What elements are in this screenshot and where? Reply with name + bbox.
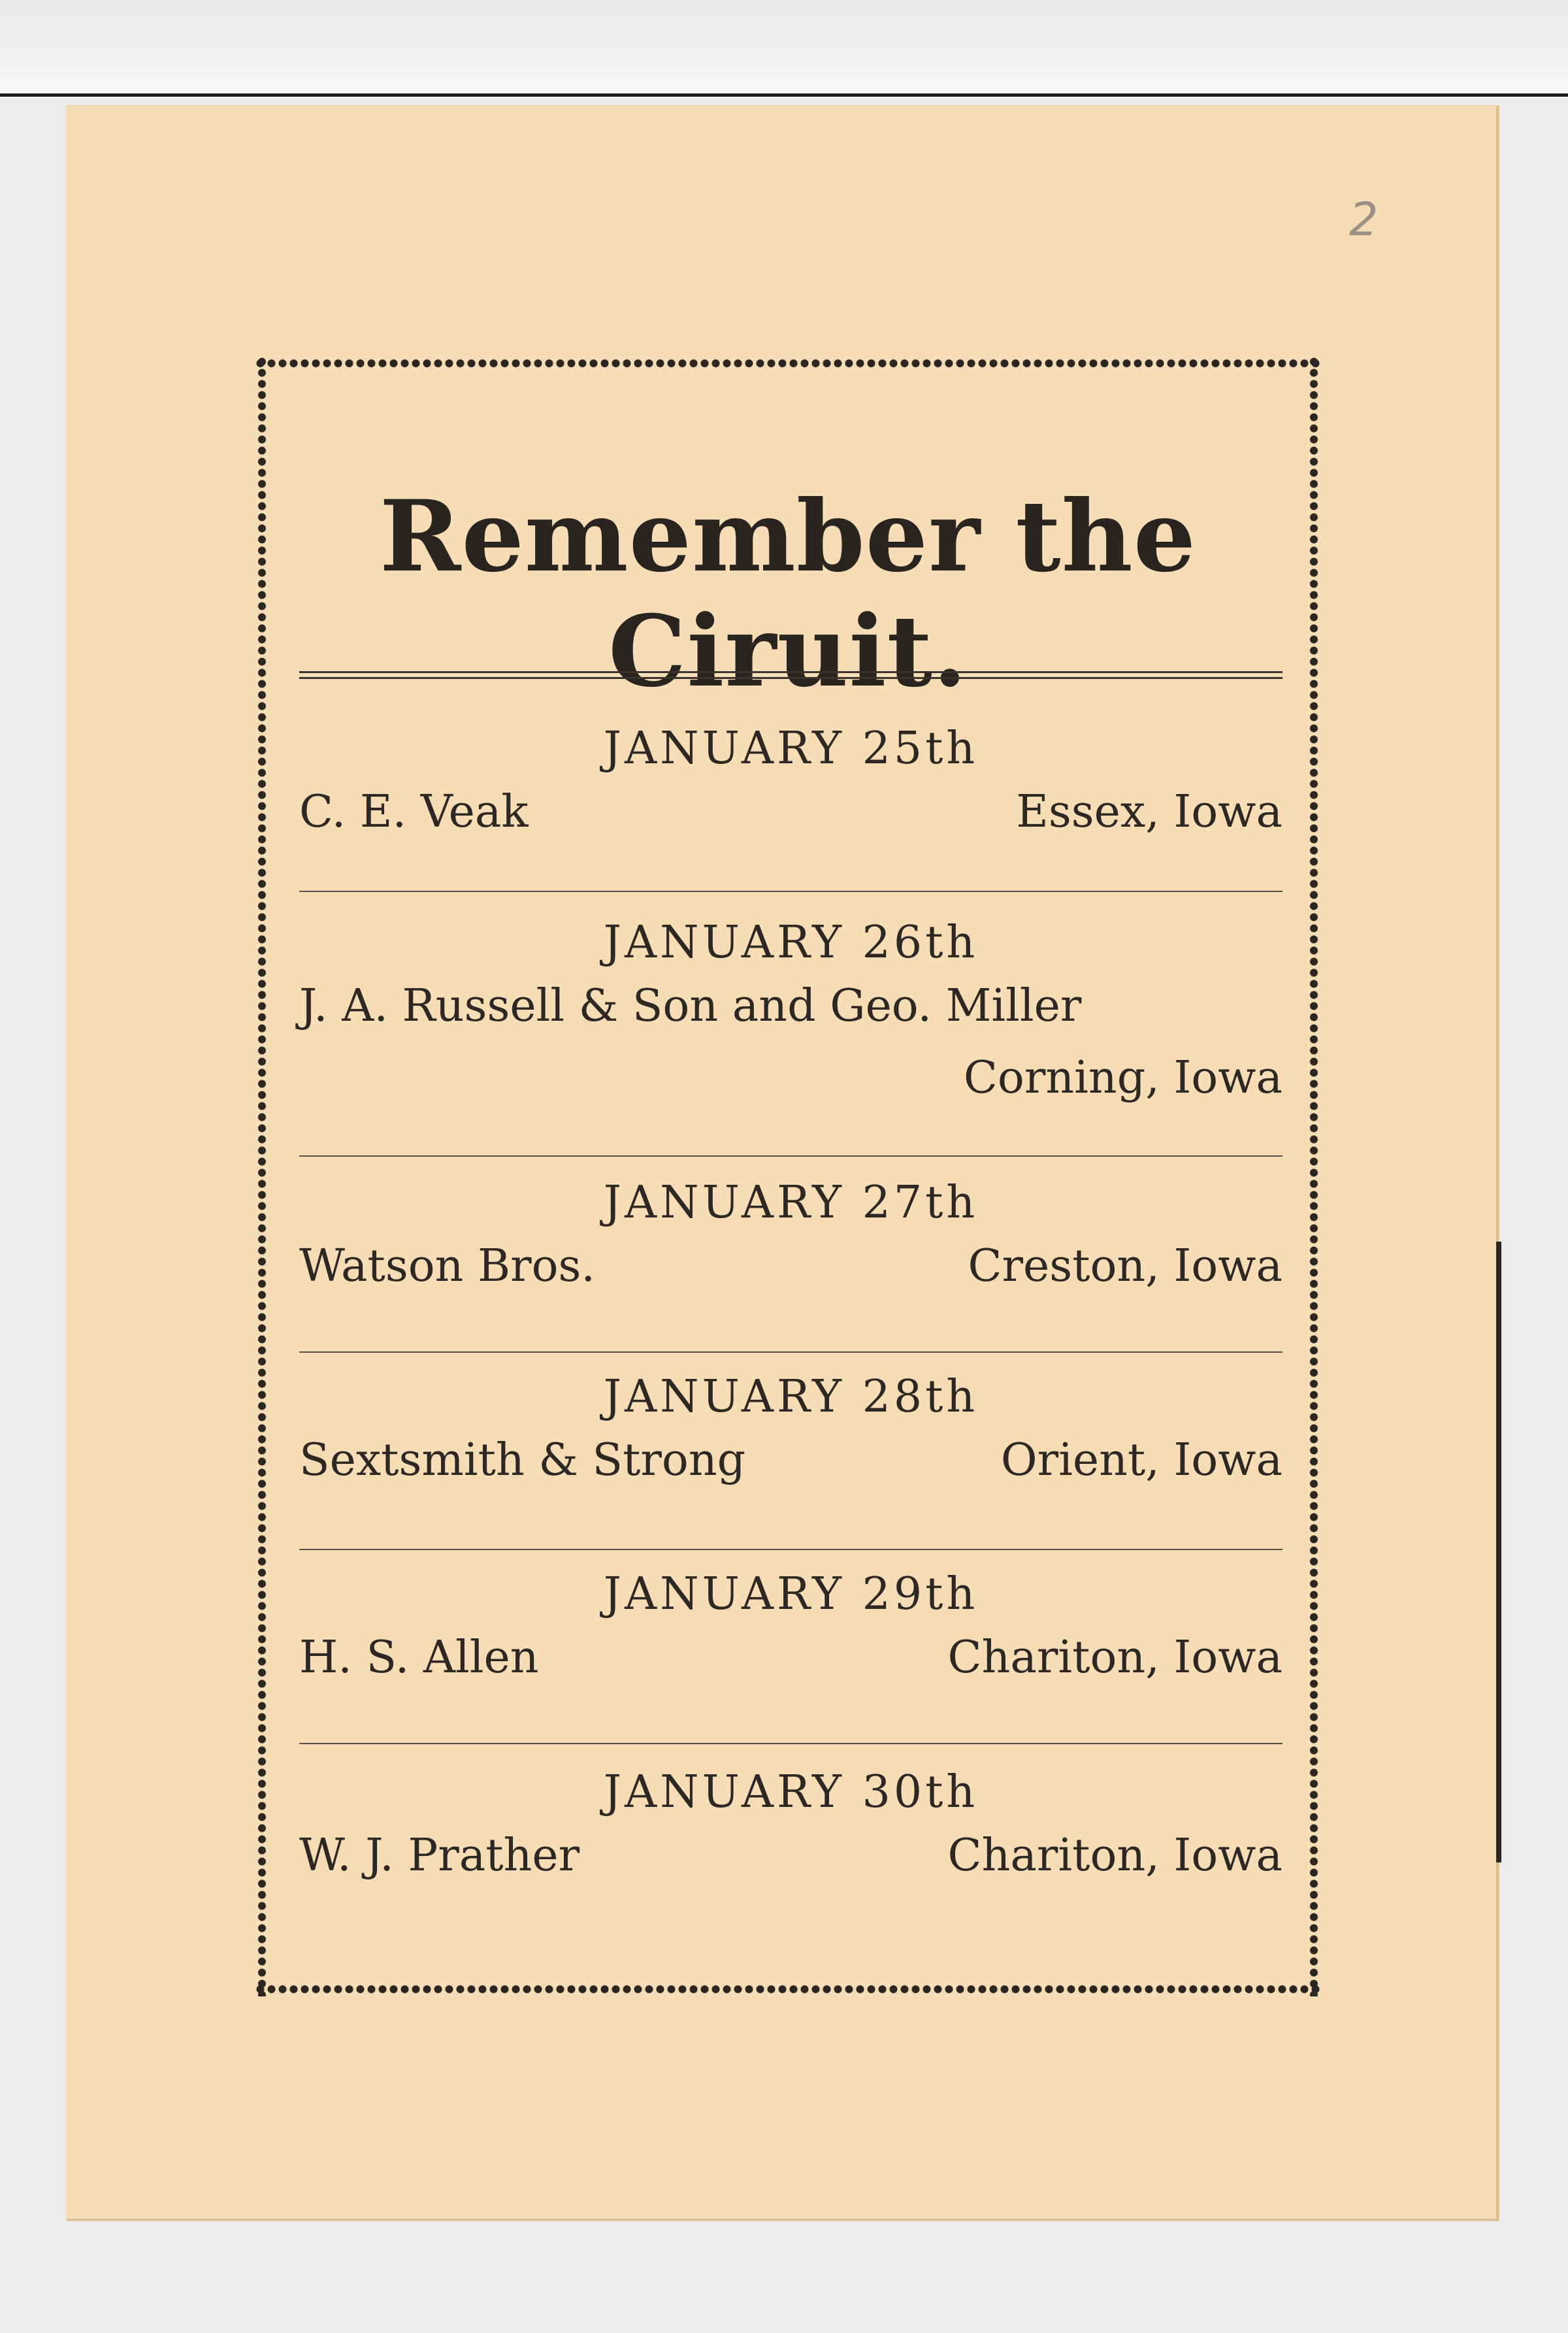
entry-place: Corning, Iowa — [963, 1052, 1282, 1104]
entry-row — [299, 1820, 1282, 1892]
schedule-entry — [299, 721, 1282, 848]
page-title: Remember the Ciruit. — [379, 479, 1197, 709]
entry-place: Chariton, Iowa — [947, 1830, 1282, 1881]
entry-date: JANUARY 27th — [603, 1177, 979, 1229]
entry-row — [299, 1042, 1282, 1114]
page-number-mark: 2 — [1349, 193, 1379, 246]
schedule-entry — [299, 1175, 1282, 1302]
schedule-entry — [299, 1764, 1282, 1892]
entry-row — [299, 776, 1282, 848]
entry-place: Chariton, Iowa — [947, 1632, 1282, 1683]
entry-place: Creston, Iowa — [968, 1240, 1282, 1292]
entry-row — [299, 1622, 1282, 1694]
frame-border-bottom — [255, 1982, 1321, 1996]
entry-name: Sextsmith & Strong — [299, 1434, 746, 1486]
entry-place: Orient, Iowa — [1000, 1434, 1282, 1486]
entry-row — [299, 970, 1282, 1042]
entry-date: JANUARY 29th — [603, 1568, 979, 1620]
entry-name: W. J. Prather — [299, 1830, 580, 1881]
entry-divider — [299, 1743, 1282, 1744]
entry-name: C. E. Veak — [299, 786, 529, 838]
frame-border-top — [255, 356, 1321, 371]
entry-divider — [299, 1351, 1282, 1353]
schedule-entry — [299, 915, 1282, 1114]
entry-name: J. A. Russell & Son and Geo. Miller — [299, 980, 1082, 1032]
entry-row — [299, 1231, 1282, 1302]
ornamental-frame — [255, 356, 1321, 1996]
scanner-background — [0, 0, 1568, 98]
entry-name: H. S. Allen — [299, 1632, 539, 1683]
entry-divider — [299, 891, 1282, 892]
entry-date: JANUARY 26th — [603, 917, 979, 968]
schedule-entry — [299, 1369, 1282, 1497]
entry-divider — [299, 1549, 1282, 1550]
entry-row — [299, 1425, 1282, 1497]
entry-date: JANUARY 30th — [603, 1766, 979, 1818]
schedule-entry — [299, 1566, 1282, 1694]
entry-date: JANUARY 25th — [603, 723, 979, 774]
page-edge-shadow — [1496, 1242, 1501, 1862]
scanner-edge-line — [0, 93, 1568, 97]
entry-place: Essex, Iowa — [1016, 786, 1282, 838]
entry-date: JANUARY 28th — [603, 1371, 979, 1423]
entry-name: Watson Bros. — [299, 1240, 596, 1292]
entry-divider — [299, 1155, 1282, 1157]
title-double-rule — [299, 671, 1282, 679]
